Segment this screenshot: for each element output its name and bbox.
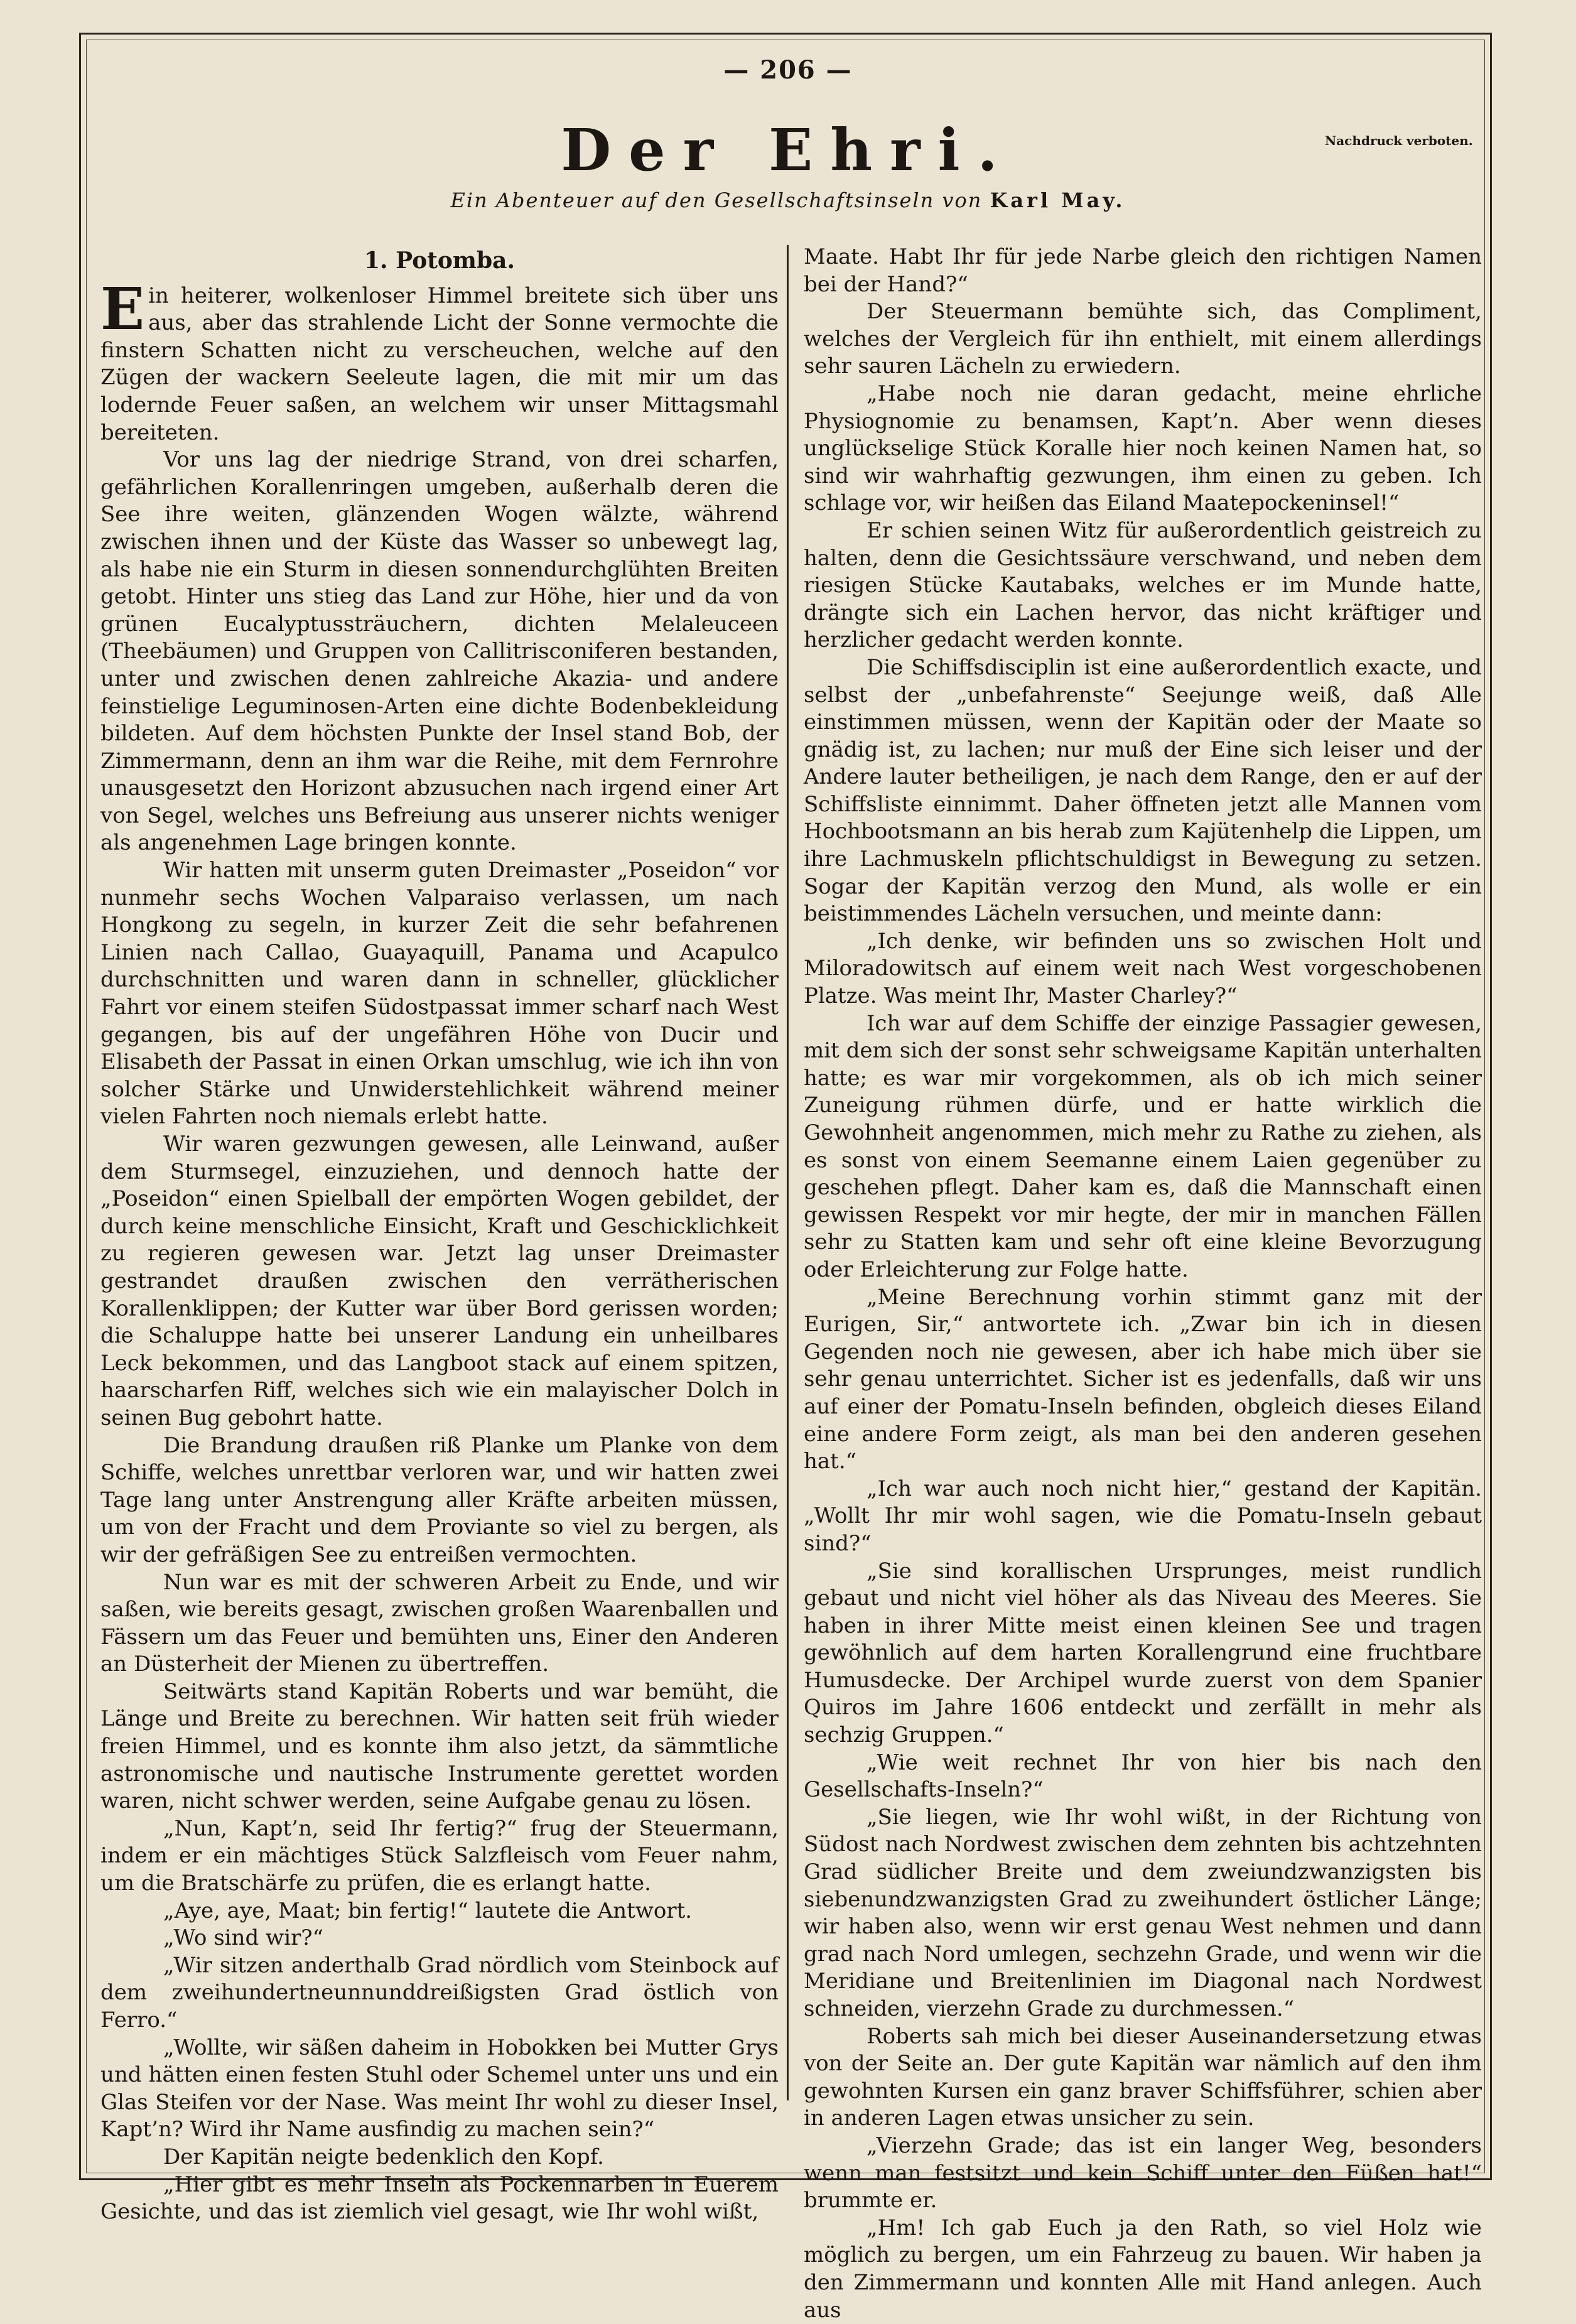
paragraph: Nun war es mit der schweren Arbeit zu Ende, und wir saßen, wie bereits gesagt, zwischen großen Waarenballen und Fässern um das Feuer und bemühten uns, Einer den Anderen an Düsterheit der Mienen zu übertreffen. (100, 1569, 779, 1677)
paragraph: Vor uns lag der niedrige Strand, von drei scharfen, gefährlichen Korallenringen umgeben, außerhalb deren die See ihre weiten, glänzenden Wogen wälzte, während zwischen ihnen und der Küste das Wasser so unbewegt lag, als habe nie ein Sturm in diesen sonnendurchglühten Breiten getobt. Hinter uns stieg das Land zur Höhe, hier und da von grünen Eucalyptussträuchern, dichten Melaleuceen (Theebäumen) und Gruppen von Callitrisconiferen bestanden, unter und zwischen denen zahlreiche Akazia- und andere feinstielige Leguminosen-Arten eine dichte Bodenbekleidung bildeten. Auf dem höchsten Punkte der Insel stand Bob, der Zimmermann, denn an ihm war die Reihe, mit dem Fernrohre unausgesetzt den Horizont abzusuchen nach irgend einer Art von Segel, welches uns Befreiung aus unserer nichts weniger als angenehmen Lage bringen konnte. (100, 447, 779, 856)
paragraph: „Meine Berechnung vorhin stimmt ganz mit der Eurigen, Sir,“ antwortete ich. „Zwar bin ich in diesen Gegenden noch nie gewesen, aber ich habe mich über sie sehr genau unterrichtet. Sicher ist es jedenfalls, daß wir uns auf einer der Pomatu-Inseln befinden, obgleich dieses Eiland eine andere Form zeigt, als man bei den anderen gesehen hat.“ (804, 1284, 1482, 1474)
paragraph: Die Brandung draußen riß Planke um Planke von dem Schiffe, welches unrettbar verloren war, und wir hatten zwei Tage lang unter Anstrengung aller Kräfte arbeiten müssen, um von der Fracht und dem Proviante so viel zu bergen, als wir der gefräßigen See zu entreißen vermochten. (100, 1432, 779, 1567)
article-subtitle (0, 188, 1576, 212)
first-paragraph-text: in heiterer, wolkenloser Himmel breitete sich über uns aus, aber das strahlende Licht der Sonne vermochte die finstern Schatten nicht zu verscheuchen, welche auf den Zügen der wackern Seeleute lagen, die mit mir um das lodernde Feuer saßen, an welchem wir unser Mittagsmahl bereiteten. (100, 283, 779, 445)
section-heading: 1. Potomba. (364, 247, 515, 274)
left-column (100, 244, 779, 2226)
paragraph: „Aye, aye, Maat; bin fertig!“ lautete die Antwort. (163, 1898, 693, 1923)
author-name: Karl May. (990, 188, 1126, 212)
paragraph: „Hier gibt es mehr Inseln als Pockennarben in Euerem Gesichte, und das ist ziemlich viel gesagt, wie Ihr wohl wißt, (100, 2171, 779, 2225)
paragraph: Wir waren gezwungen gewesen, alle Leinwand, außer dem Sturmsegel, einzuziehen, und dennoch hatte der „Poseidon“ einen Spielball der empörten Wogen gebildet, der durch keine menschliche Einsicht, Kraft und Geschicklichkeit zu regieren gewesen war. Jetzt lag unser Dreimaster gestrandet draußen zwischen den verrätherischen Korallenklippen; der Kutter war über Bord gerissen worden; die Schaluppe hatte bei unserer Landung ein unheilbares Leck bekommen, und das Langboot stack auf einem spitzen, haarscharfen Riff, welches sich wie ein malayischer Dolch in seinen Bug gebohrt hatte. (100, 1132, 779, 1430)
paragraph: „Habe noch nie daran gedacht, meine ehrliche Physiognomie zu benamsen, Kapt’n. Aber wenn dieses unglückselige Stück Koralle hier noch keinen Namen hat, so sind wir wahrhaftig gezwungen, ihm einen zu geben. Ich schlage vor, wir heißen das Eiland Maatepockeninsel!“ (804, 381, 1482, 516)
paragraph: Der Steuermann bemühte sich, das Compliment, welches der Vergleich für ihn enthielt, mit einem allerdings sehr sauren Lächeln zu erwiedern. (804, 299, 1482, 379)
paragraph: „Ich war auch noch nicht hier,“ gestand der Kapitän. „Wollt Ihr mir wohl sagen, wie die Pomatu-Inseln gebaut sind?“ (804, 1476, 1482, 1556)
paragraph: Er schien seinen Witz für außerordentlich geistreich zu halten, denn die Gesichtssäure verschwand, und neben dem riesigen Stücke Kautabaks, welches er im Munde hatte, drängte sich ein Lachen hervor, das nicht kräftiger und herzlicher gedacht werden konnte. (804, 517, 1482, 653)
paragraph: Seitwärts stand Kapitän Roberts und war bemüht, die Länge und Breite zu berechnen. Wir hatten seit früh wieder freien Himmel, und es konnte ihm also jetzt, da sämmtliche astronomische und nautische Instrumente gerettet worden waren, nicht schwer werden, seine Aufgabe genau zu lösen. (100, 1678, 779, 1814)
paragraph: Roberts sah mich bei dieser Auseinandersetzung etwas von der Seite an. Der gute Kapitän war nämlich auf den ihm gewohnten Kursen ein ganz braver Schiffsführer, schien aber in anderen Lagen etwas unsicher zu sein. (804, 2023, 1482, 2131)
paragraph: Wir hatten mit unserm guten Dreimaster „Poseidon“ vor nunmehr sechs Wochen Valparaiso verlassen, um nach Hongkong zu segeln, in kurzer Zeit die sehr befahrenen Linien nach Callao, Guayaquill, Panama und Acapulco durchschnitten und waren dann in schneller, glücklicher Fahrt vor einem steifen Südostpassat immer scharf nach West gegangen, bis auf der ungefähren Höhe von Ducir und Elisabeth der Passat in einen Orkan umschlug, wie ich ihn von solcher Stärke und Unwiderstehlichkeit während meiner vielen Fahrten noch niemals erlebt hatte. (100, 858, 779, 1130)
paragraph: Die Schiffsdisciplin ist eine außerordentlich exacte, und selbst der „unbefahrenste“ Seejunge weiß, daß Alle einstimmen müssen, wenn der Kapitän oder der Maate so gnädig ist, zu lachen; nur muß der Eine sich leiser und der Andere lauter betheiligen, je nach dem Range, den er auf der Schiffsliste einnimmt. Daher öffneten jetzt alle Mannen vom Hochbootsmann an bis herab zum Kajütenhelp die Lippen, um ihre Lachmuskeln pflichtschuldigst in Bewegung zu setzen. Sogar der Kapitän verzog den Mund, als wolle er ein beistimmendes Lächeln versuchen, und meinte dann: (804, 654, 1482, 927)
paragraph: „Vierzehn Grade; das ist ein langer Weg, besonders wenn man festsitzt und kein Schiff unter den Füßen hat!“ brummte er. (804, 2132, 1482, 2213)
paragraph: „Sie liegen, wie Ihr wohl wißt, in der Richtung von Südost nach Nordwest zwischen dem zehnten bis achtzehnten Grad südlicher Breite und dem zweiundzwanzigsten bis siebenundzwanzigsten Grad zu zweihundert östlicher Länge; wir haben also, wenn wir erst genau West nehmen und dann grad nach Nord umlegen, sechzehn Grade, und wenn wir die Meridiane und Breitenlinien im Diagonal nach Nordwest schneiden, vierzehn Grade zu durchmessen.“ (804, 1804, 1482, 2021)
first-paragraph (100, 274, 779, 447)
paragraph: „Sie sind korallischen Ursprunges, meist rundlich gebaut und nicht viel höher als das Niveau des Meeres. Sie haben in ihrer Mitte meist einen kleinen See und tragen gewöhnlich auf dem harten Korallengrund eine fruchtbare Humusdecke. Der Archipel wurde zuerst von dem Spanier Quiros im Jahre 1606 entdeckt und zerfällt in mehr als sechzig Gruppen.“ (804, 1558, 1482, 1748)
page-number: — 206 — (723, 55, 853, 85)
subtitle-text: Ein Abenteuer auf den Gesellschaftsinseln von (450, 188, 983, 212)
paragraph: „Wie weit rechnet Ihr von hier bis nach den Gesellschafts-Inseln?“ (804, 1749, 1482, 1803)
right-column (804, 244, 1482, 2324)
article-title: Der Ehri. (561, 116, 1015, 184)
paragraph: „Wo sind wir?“ (163, 1925, 323, 1951)
column-divider (787, 245, 789, 2100)
reprint-notice: Nachdruck verboten. (1325, 133, 1473, 148)
paragraph: „Wollte, wir säßen daheim in Hobokken bei Mutter Grys und hätten einen festen Stuhl oder Schemel unter uns und ein Glas Steifen vor der Nase. Was meint Ihr wohl zu dieser Insel, Kapt’n? Wird ihr Name ausfindig zu machen sein?“ (100, 2035, 779, 2143)
continued-paragraph: Maate. Habt Ihr für jede Narbe gleich den richtigen Namen bei der Hand?“ (804, 244, 1482, 297)
paragraph: Der Kapitän neigte bedenklich den Kopf. (163, 2144, 604, 2170)
paragraph: Ich war auf dem Schiffe der einzige Passagier gewesen, mit dem sich der sonst sehr schweigsame Kapitän unterhalten hatte; es war mir vorgekommen, als ob ich mich seiner Zuneigung rühmen dürfe, und er hatte wirklich die Gewohnheit angenommen, mich mehr zu Rathe zu ziehen, als es sonst von einem Seemanne einem Laien gegenüber zu geschehen pflegt. Daher kam es, daß die Mannschaft einen gewissen Respekt vor mir hegte, der mir in manchen Fällen sehr zu Statten kam und sehr oft eine kleine Bevorzugung oder Erleichterung zur Folge hatte. (804, 1010, 1482, 1282)
paragraph: „Ich denke, wir befinden uns so zwischen Holt und Miloradowitsch auf einem weit nach West vorgeschobenen Platze. Was meint Ihr, Master Charley?“ (804, 928, 1482, 1009)
drop-cap: E (100, 274, 145, 343)
paragraph: „Wir sitzen anderthalb Grad nördlich vom Steinbock auf dem zweihundertneunnunddreißigsten Grad östlich von Ferro.“ (100, 1952, 779, 2033)
paragraph: „Hm! Ich gab Euch ja den Rath, so viel Holz wie möglich zu bergen, um ein Fahrzeug zu bauen. Wir haben ja den Zimmermann und konnten Alle mit Hand anlegen. Auch aus (804, 2215, 1482, 2323)
paragraph: „Nun, Kapt’n, seid Ihr fertig?“ frug der Steuermann, indem er ein mächtiges Stück Salzfleisch vom Feuer nahm, um die Bratschärfe zu prüfen, die es erlangt hatte. (100, 1815, 779, 1896)
